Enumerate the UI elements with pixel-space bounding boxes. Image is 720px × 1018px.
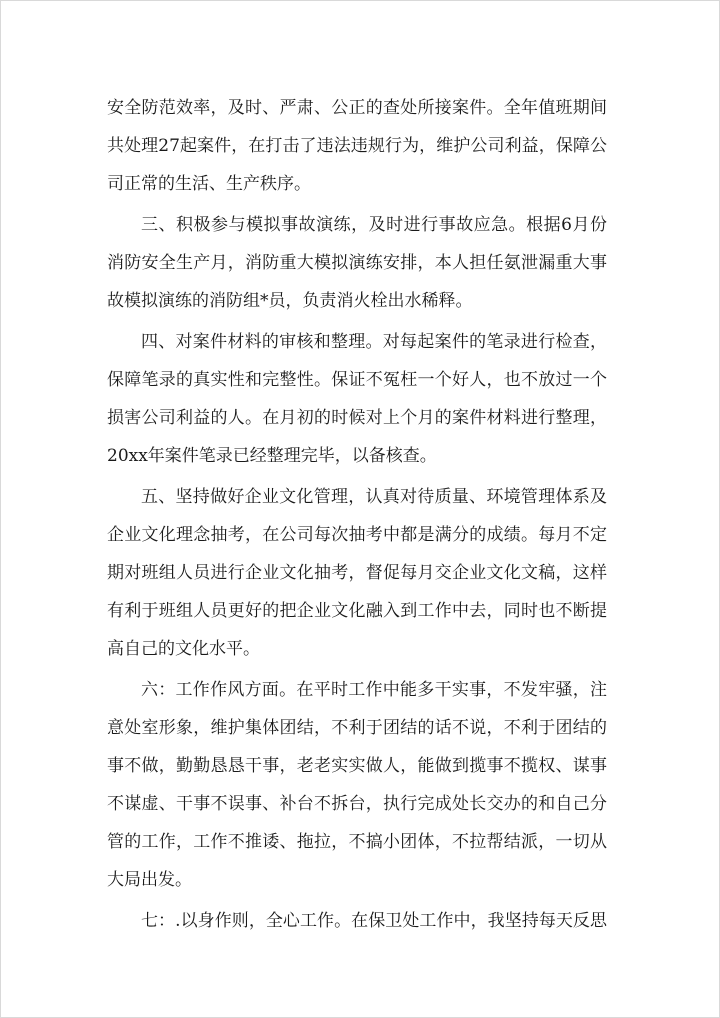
paragraph-case-review <box>107 323 607 475</box>
text-line: 意处室形象，维护集体团结，不利于团结的话不说，不利于团结的 <box>107 718 607 738</box>
text-line: 故模拟演练的消防组*员，负责消火栓出水稀释。 <box>107 291 473 311</box>
text-line: 消防安全生产月，消防重大模拟演练安排，本人担任氨泄漏重大事 <box>107 253 607 273</box>
paragraph-work-style <box>107 671 607 899</box>
paragraph-lead-by-example <box>107 902 607 940</box>
document-body <box>107 89 607 943</box>
text-line: 期对班组人员进行企业文化抽考，督促每月交企业文化文稿，这样 <box>107 563 607 583</box>
text-line: 司正常的生活、生产秩序。 <box>107 174 311 194</box>
text-line: 高自己的文化水平。 <box>107 639 260 659</box>
text-line: 大局出发。 <box>107 870 192 890</box>
text-line: 管的工作，工作不推诿、拖拉，不搞小团体，不拉帮结派，一切从 <box>107 832 607 852</box>
text-line: 有利于班组人员更好的把企业文化融入到工作中去，同时也不断提 <box>107 601 607 621</box>
paragraph-drill <box>107 206 607 320</box>
text-line: 六：工作作风方面。在平时工作中能多干实事，不发牢骚，注 <box>141 680 607 700</box>
text-line: 损害公司利益的人。在月初的时候对上个月的案件材料进行整理， <box>107 408 607 428</box>
text-line: 事不做，勤勤恳恳干事，老老实实做人，能做到揽事不揽权、谋事 <box>107 756 607 776</box>
text-line: 四、对案件材料的审核和整理。对每起案件的笔录进行检查， <box>141 332 607 352</box>
text-line: 不谋虚、干事不误事、补台不拆台，执行完成处长交办的和自己分 <box>107 794 607 814</box>
text-line: 五、坚持做好企业文化管理，认真对待质量、环境管理体系及 <box>141 487 607 507</box>
text-line: 三、积极参与模拟事故演练，及时进行事故应急。根据6月份 <box>141 215 607 235</box>
text-line: 安全防范效率，及时、严肃、公正的查处所接案件。全年值班期间 <box>107 98 607 118</box>
text-line: 20xx年案件笔录已经整理完毕，以备核查。 <box>107 446 437 466</box>
text-line: 保障笔录的真实性和完整性。保证不冤枉一个好人，也不放过一个 <box>107 370 607 390</box>
text-line: 企业文化理念抽考，在公司每次抽考中都是满分的成绩。每月不定 <box>107 525 607 545</box>
text-line: 共处理27起案件，在打击了违法违规行为，维护公司利益，保障公 <box>107 136 607 156</box>
paragraph-corporate-culture <box>107 478 607 668</box>
text-line: 七：.以身作则，全心工作。在保卫处工作中，我坚持每天反思 <box>141 911 607 931</box>
paragraph-case-handling <box>107 89 607 203</box>
